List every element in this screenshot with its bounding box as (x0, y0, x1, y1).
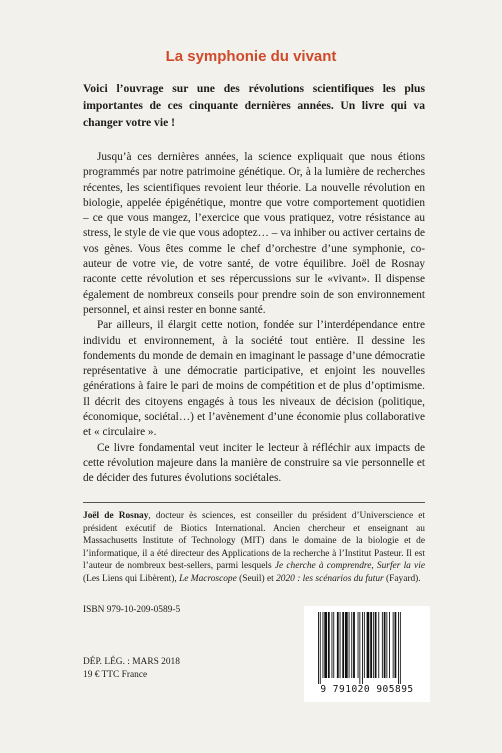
barcode-bar (384, 612, 386, 678)
barcode-bar (382, 612, 383, 678)
blurb-body (83, 150, 425, 487)
barcode-bar (359, 612, 360, 684)
author-name: Joël de Rosnay (83, 511, 149, 521)
barcode-bar (400, 612, 401, 684)
bio-text: , docteur ès sciences, est conseiller du président d’Universcience et président exécutif de Biotics International. Ancien chercheur et enseignant au Massachusetts Institute of Technology (MIT) dans le domaine de la biologie et de l’informatique, il a été directeur des Applications de la recherche à l’Institut Pasteur. Il est l’auteur de nombreux best-sellers, parmi lesquels (83, 511, 425, 572)
barcode-bar (364, 612, 365, 678)
price: 19 € TTC France (83, 669, 148, 680)
bio-book-1: Je cherche à comprendre (274, 561, 372, 572)
barcode-bar (358, 612, 359, 678)
bio-book-2: Surfer la vie (376, 561, 425, 572)
barcode (304, 606, 430, 702)
bio-book-3: Le Macroscope (179, 573, 237, 584)
barcode-bar (340, 612, 341, 678)
barcode-bar (318, 612, 319, 684)
barcode-bar (332, 612, 333, 678)
blurb-paragraph-2: Par ailleurs, il élargit cette notion, fondée sur l’interdépendance entre individu et environnement, à la société tout entière. Il dessine les fondements du monde de demain en imaginant le passage d’une démocratie représentative à une démocratie participative, et enjoint les nouvelles générations à faire le pari de moins de compétition et de plus d’optimisme. Il décrit des citoyens engagés à tous les niveaux de décision (politique, économique, sociétal…) et l’avènement d’une économie plus collaborative et « circulaire ». (83, 319, 425, 439)
barcode-bar (370, 612, 372, 678)
intro-text: Voici l’ouvrage sur une des révolutions scientifiques les plus importantes de ces cinquante dernières années. Un livre qui va changer votre vie ! (83, 82, 425, 129)
barcode-bar (389, 612, 390, 678)
barcode-bar (349, 612, 350, 678)
barcode-bar (398, 612, 399, 684)
barcode-number: 9 791020 905895 (320, 684, 414, 695)
barcode-bar (393, 612, 394, 678)
barcode-bar (320, 612, 321, 684)
barcode-bar (337, 612, 339, 678)
barcode-bar (323, 612, 324, 678)
barcode-bar (328, 612, 330, 678)
bio-book-4: 2020 : les scénarios du futur (276, 573, 384, 584)
barcode-bar (386, 612, 387, 678)
author-bio (83, 510, 425, 586)
barcode-bar (333, 612, 334, 678)
barcode-bar (345, 612, 348, 678)
legal-deposit: DÉP. LÉG. : MARS 2018 (83, 657, 180, 667)
barcode-bar (373, 612, 374, 678)
barcode-bar (375, 612, 377, 678)
legal-info (83, 656, 180, 681)
blurb-paragraph-1: Jusqu’à ces dernières années, la science expliquait que nous étions programmés par notre patrimoine génétique. Or, à la lumière de recherches récentes, les scientifiques revoient leur théorie. La nouvelle révolution en biologie, appelée épigénétique, montre que votre comportement quotidien – ce que vous mangez, l’exercice que vous pratiquez, votre résistance au stress, le style de vie que vous adoptez… – va inhiber ou activer certains de vos gènes. Vous êtes comme le chef d’orchestre d’une symphonie, co-auteur de votre vie, de votre santé, de votre équilibre. Joël de Rosnay raconte cette révolution et ses répercussions sur le «vivant». Il dispense également de nombreux conseils pour prendre soin de son environnement personnel, et ainsi rester en bonne santé. (83, 151, 425, 316)
barcode-bar (362, 612, 363, 684)
isbn-text: ISBN 979-10-209-0589-5 (83, 605, 181, 615)
bio-sep-1: , (371, 561, 377, 572)
barcode-bars-icon (310, 612, 424, 684)
barcode-bar (342, 612, 344, 678)
bio-after-3: (Seuil) et (236, 573, 277, 584)
barcode-bar (324, 612, 327, 678)
barcode-bar (367, 612, 370, 678)
barcode-bar (353, 612, 355, 678)
blurb-paragraph-3: Ce livre fondamental veut inciter le lecteur à réfléchir aux impacts de cette révolution majeure dans la manière de construire sa vie personnelle et de décider des futures évolutions sociétales. (83, 441, 425, 485)
divider (83, 502, 425, 503)
bio-after-2: (Les Liens qui Libèrent), (83, 573, 180, 584)
barcode-bar (395, 612, 397, 678)
bio-after-4: (Fayard). (383, 573, 421, 584)
barcode-bar (378, 612, 379, 678)
book-title: La symphonie du vivant (165, 48, 337, 65)
barcode-bar (351, 612, 352, 678)
